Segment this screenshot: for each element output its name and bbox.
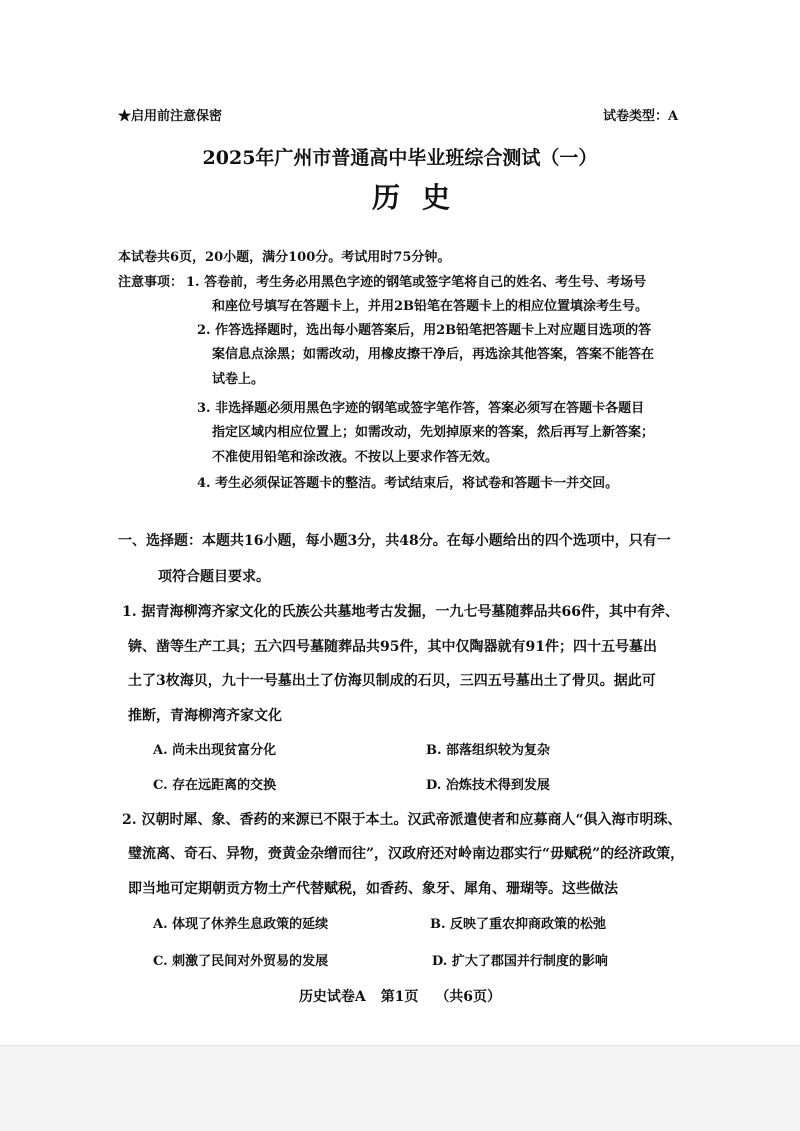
- question-stem-line: 土了3枚海贝，九十一号墓出土了仿海贝制成的石贝，三四五号墓出土了骨贝。据此可: [128, 673, 656, 689]
- option-c: C. 刺激了民间对外贸易的发展: [153, 954, 329, 969]
- exam-intro: 本试卷共6页，20小题，满分100分。考试用时75分钟。: [118, 250, 451, 265]
- option-a: A. 尚未出现贫富分化: [153, 743, 277, 758]
- notice-line: 4. 考生必须保证答题卡的整洁。考试结束后，将试卷和答题卡一并交回。: [197, 476, 619, 491]
- notice-line: 和座位号填写在答题卡上，并用2B铅笔在答题卡上的相应位置填涂考生号。: [212, 299, 649, 314]
- option-c: C. 存在远距离的交换: [153, 778, 277, 793]
- paper-type-label: 试卷类型：A: [603, 109, 679, 124]
- question-stem-line: 2. 汉朝时犀、象、香药的来源已不限于本土。汉武帝派遣使者和应募商人“俱入海市明珠、: [122, 812, 682, 828]
- notice-label: 注意事项：: [118, 275, 184, 290]
- question-stem-line: 锛、凿等生产工具；五六四号墓随葬品共95件，其中仅陶器就有91件；四十五号墓出: [128, 639, 657, 655]
- section-line: 一、选择题：本题共16小题，每小题3分，共48分。在每小题给出的四个选项中，只有一: [118, 533, 671, 549]
- exam-title: 2025年广州市普通高中毕业班综合测试（一）: [202, 147, 598, 169]
- footer-page-number: 第1页: [380, 989, 419, 1005]
- footer-total-pages: （共6页）: [435, 989, 502, 1005]
- page-background: [0, 1045, 800, 1131]
- notice-line: 不准使用铅笔和涂改液。不按以上要求作答无效。: [212, 450, 499, 465]
- question-stem-line: 璧流离、奇石、异物，赍黄金杂缯而往”，汉政府还对岭南边郡实行“毋赋税”的经济政策，: [128, 846, 685, 862]
- notice-line: 2. 作答选择题时，选出每小题答案后，用2B铅笔把答题卡上对应题目选项的答: [197, 323, 652, 338]
- question-stem-line: 1. 据青海柳湾齐家文化的氏族公共墓地考古发掘，一九七号墓随葬品共66件，其中有斧、: [122, 604, 679, 620]
- question-stem-line: 推断，青海柳湾齐家文化: [128, 708, 282, 724]
- section-line: 项符合题目要求。: [158, 569, 270, 585]
- option-d: D. 冶炼技术得到发展: [426, 778, 550, 793]
- subject-title: 历史: [371, 181, 472, 214]
- question-stem-line: 即当地可定期朝贡方物土产代替赋税，如香药、象牙、犀角、珊瑚等。这些做法: [128, 881, 618, 897]
- option-b: B. 反映了重农抑商政策的松弛: [430, 917, 607, 932]
- notice-line: 案信息点涂黑；如需改动，用橡皮擦干净后，再选涂其他答案，答案不能答在: [212, 347, 655, 362]
- notice-line: 3. 非选择题必须用黑色字迹的钢笔或签字笔作答，答案必须写在答题卡各题目: [197, 401, 645, 416]
- notice-line: 试卷上。: [212, 372, 265, 387]
- option-a: A. 体现了休养生息政策的延续: [153, 917, 329, 932]
- footer-paper-name: 历史试卷A: [298, 989, 366, 1005]
- option-b: B. 部落组织较为复杂: [426, 743, 551, 758]
- notice-line: 指定区域内相应位置上；如需改动，先划掉原来的答案，然后再写上新答案；: [212, 425, 655, 440]
- confidential-label: ★启用前注意保密: [118, 109, 223, 124]
- page-footer: [0, 986, 800, 1006]
- notice-line: 1. 答卷前，考生务必用黑色字迹的钢笔或签字笔将自己的姓名、考生号、考场号: [186, 275, 647, 290]
- option-d: D. 扩大了郡国并行制度的影响: [432, 954, 608, 969]
